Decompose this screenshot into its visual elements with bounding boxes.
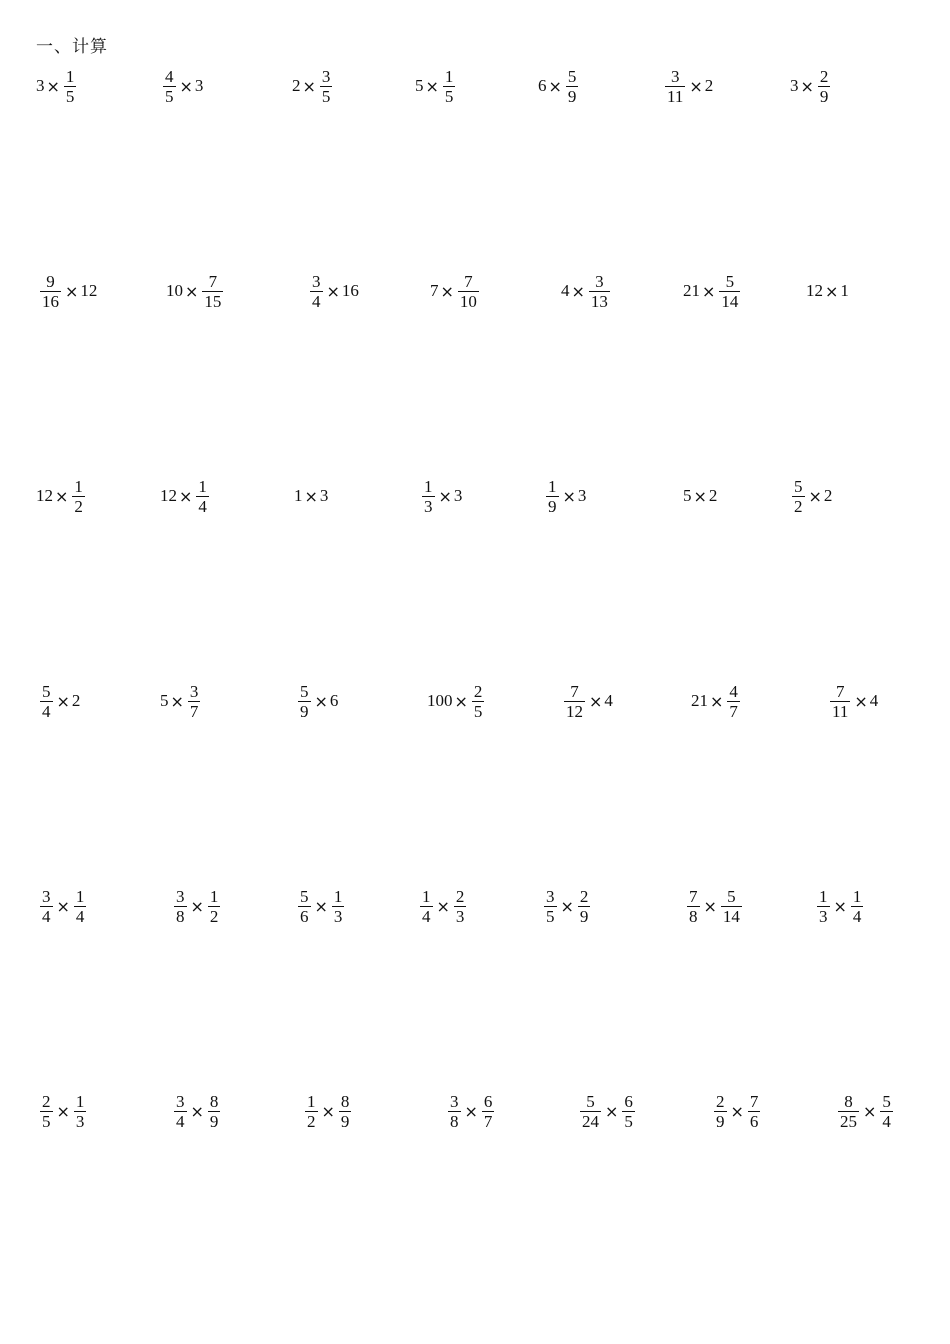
integer: 2 (292, 76, 301, 95)
fraction (443, 67, 456, 106)
fraction (174, 1092, 187, 1131)
fraction (40, 1092, 53, 1131)
fraction-denominator: 9 (819, 86, 829, 106)
fraction-denominator: 4 (312, 291, 321, 311)
fraction-numerator: 7 (835, 681, 845, 701)
fraction-numerator: 9 (46, 271, 55, 291)
fraction-numerator: 5 (42, 681, 51, 701)
fraction-denominator: 5 (65, 86, 75, 106)
integer: 2 (704, 76, 714, 95)
problem (578, 1086, 637, 1136)
fraction (727, 682, 740, 721)
fraction-denominator: 11 (667, 86, 684, 106)
fraction-numerator: 1 (424, 476, 433, 496)
fraction (482, 1092, 495, 1131)
fraction-denominator: 5 (444, 86, 454, 106)
multiply-sign: × (179, 486, 193, 506)
problem (160, 676, 202, 726)
fraction (880, 1092, 893, 1131)
fraction (578, 887, 591, 926)
problem (36, 61, 78, 111)
integer: 2 (823, 486, 833, 505)
problem (172, 881, 222, 931)
problem (420, 471, 462, 521)
fraction (420, 887, 433, 926)
fraction-numerator: 1 (852, 886, 862, 906)
fraction-numerator: 5 (300, 886, 309, 906)
fraction-denominator: 4 (176, 1111, 185, 1131)
fraction-numerator: 5 (882, 1091, 891, 1111)
fraction-numerator: 1 (422, 886, 431, 906)
multiply-sign: × (55, 486, 69, 506)
fraction-denominator: 8 (450, 1111, 459, 1131)
fraction-denominator: 9 (579, 906, 589, 926)
problem (815, 881, 865, 931)
fraction (564, 682, 585, 721)
fraction-denominator: 4 (75, 906, 85, 926)
fraction (851, 887, 864, 926)
integer: 12 (806, 281, 823, 300)
fraction (580, 1092, 601, 1131)
multiply-sign: × (321, 1101, 335, 1121)
fraction-denominator: 9 (340, 1111, 350, 1131)
multiply-sign: × (185, 281, 199, 301)
fraction-numerator: 6 (483, 1091, 493, 1111)
fraction-numerator: 1 (209, 886, 219, 906)
fraction (687, 887, 700, 926)
fraction-denominator: 4 (852, 906, 862, 926)
problem (166, 266, 225, 316)
fraction-denominator: 9 (716, 1111, 725, 1131)
fraction (721, 887, 742, 926)
integer: 2 (708, 486, 718, 505)
integer: 100 (427, 691, 453, 710)
integer: 4 (561, 281, 570, 300)
fraction-denominator: 9 (209, 1111, 219, 1131)
problem (562, 676, 613, 726)
multiply-sign: × (800, 76, 814, 96)
fraction-numerator: 5 (725, 271, 735, 291)
fraction (818, 67, 831, 106)
fraction-numerator: 1 (198, 476, 207, 496)
fraction-numerator: 3 (321, 66, 331, 86)
integer: 12 (160, 486, 177, 505)
fraction (40, 887, 53, 926)
fraction (298, 887, 311, 926)
fraction-numerator: 6 (624, 1091, 633, 1111)
fraction-denominator: 6 (749, 1111, 759, 1131)
integer: 3 (319, 486, 329, 505)
fraction-denominator: 4 (882, 1111, 891, 1131)
fraction-numerator: 1 (75, 1091, 85, 1111)
fraction-numerator: 5 (567, 66, 577, 86)
fraction-numerator: 3 (42, 886, 51, 906)
fraction (64, 67, 77, 106)
fraction-numerator: 3 (670, 66, 680, 86)
fraction (714, 1092, 727, 1131)
multiply-sign: × (190, 1101, 204, 1121)
fraction-denominator: 3 (75, 1111, 85, 1131)
fraction-numerator: 3 (595, 271, 604, 291)
fraction (665, 67, 685, 106)
integer: 4 (604, 691, 613, 710)
problem (430, 266, 481, 316)
fraction-denominator: 5 (42, 1111, 51, 1131)
fraction (838, 1092, 859, 1131)
multiply-sign: × (605, 1101, 619, 1121)
fraction (454, 887, 467, 926)
fraction (792, 477, 805, 516)
fraction (544, 887, 557, 926)
multiply-sign: × (314, 691, 328, 711)
fraction-denominator: 5 (546, 906, 555, 926)
fraction (332, 887, 345, 926)
multiply-sign: × (825, 281, 839, 301)
fraction (448, 1092, 461, 1131)
problem (790, 61, 832, 111)
integer: 6 (538, 76, 547, 95)
fraction (208, 1092, 221, 1131)
fraction-denominator: 14 (721, 291, 739, 311)
fraction-denominator: 10 (459, 291, 477, 311)
fraction-denominator: 6 (300, 906, 309, 926)
integer: 3 (577, 486, 587, 505)
multiply-sign: × (56, 691, 70, 711)
problem (836, 1086, 895, 1136)
fraction-denominator: 8 (689, 906, 698, 926)
multiply-sign: × (302, 76, 316, 96)
fraction (163, 67, 176, 106)
problem (828, 676, 878, 726)
fraction-numerator: 7 (749, 1091, 759, 1111)
problem (160, 471, 211, 521)
integer: 16 (341, 281, 359, 300)
multiply-sign: × (808, 486, 822, 506)
fraction-numerator: 5 (794, 476, 803, 496)
integer: 1 (840, 281, 849, 300)
integer: 1 (294, 486, 303, 505)
multiply-sign: × (56, 896, 70, 916)
fraction-numerator: 3 (546, 886, 555, 906)
integer: 2 (71, 691, 81, 710)
fraction-denominator: 3 (424, 496, 433, 516)
fraction-numerator: 7 (689, 886, 698, 906)
problem (38, 1086, 88, 1136)
problem (691, 676, 742, 726)
fraction-numerator: 8 (209, 1091, 219, 1111)
fraction-denominator: 4 (42, 906, 51, 926)
integer: 21 (683, 281, 700, 300)
fraction (339, 1092, 352, 1131)
multiply-sign: × (65, 281, 79, 301)
multiply-sign: × (46, 76, 60, 96)
fraction-denominator: 3 (455, 906, 465, 926)
integer: 21 (691, 691, 708, 710)
fraction (589, 272, 610, 311)
problem (561, 266, 612, 316)
multiply-sign: × (56, 1101, 70, 1121)
fraction (422, 477, 435, 516)
fraction-denominator: 9 (300, 701, 309, 721)
problem (544, 471, 586, 521)
problem (415, 61, 457, 111)
problem (427, 676, 486, 726)
multiply-sign: × (548, 76, 562, 96)
problem (683, 266, 742, 316)
fraction (40, 682, 53, 721)
fraction-numerator: 1 (307, 1091, 316, 1111)
fraction-numerator: 3 (312, 271, 321, 291)
fraction (320, 67, 333, 106)
fraction-numerator: 2 (579, 886, 589, 906)
fraction-denominator: 3 (819, 906, 828, 926)
fraction-denominator: 12 (566, 701, 583, 721)
fraction-numerator: 7 (464, 271, 473, 291)
problem (790, 471, 832, 521)
fraction-numerator: 5 (727, 886, 736, 906)
multiply-sign: × (436, 896, 450, 916)
fraction-denominator: 2 (794, 496, 803, 516)
fraction-denominator: 5 (165, 86, 174, 106)
integer: 3 (36, 76, 45, 95)
problem (161, 61, 203, 111)
fraction-numerator: 3 (176, 1091, 185, 1111)
fraction-numerator: 2 (819, 66, 829, 86)
fraction-numerator: 2 (42, 1091, 51, 1111)
fraction (40, 272, 61, 311)
problem (538, 61, 580, 111)
problem (446, 1086, 496, 1136)
fraction-denominator: 13 (590, 291, 608, 311)
problem (712, 1086, 762, 1136)
multiply-sign: × (440, 281, 454, 301)
fraction-denominator: 25 (840, 1111, 857, 1131)
fraction-numerator: 1 (74, 476, 83, 496)
fraction (74, 1092, 87, 1131)
fraction-numerator: 8 (844, 1091, 853, 1111)
problem (296, 676, 338, 726)
fraction (202, 272, 223, 311)
integer: 5 (415, 76, 424, 95)
multiply-sign: × (304, 486, 318, 506)
multiply-sign: × (710, 691, 724, 711)
multiply-sign: × (689, 76, 703, 96)
fraction-numerator: 3 (189, 681, 199, 701)
multiply-sign: × (854, 691, 868, 711)
multiply-sign: × (438, 486, 452, 506)
fraction-denominator: 2 (74, 496, 83, 516)
multiply-sign: × (560, 896, 574, 916)
integer: 12 (36, 486, 53, 505)
multiply-sign: × (464, 1101, 478, 1121)
fraction-numerator: 1 (819, 886, 828, 906)
fraction-numerator: 1 (65, 66, 75, 86)
multiply-sign: × (326, 281, 340, 301)
fraction (817, 887, 830, 926)
fraction-numerator: 4 (729, 681, 738, 701)
fraction-numerator: 5 (586, 1091, 595, 1111)
problem (683, 471, 717, 521)
multiply-sign: × (589, 691, 603, 711)
fraction-denominator: 4 (422, 906, 431, 926)
multiply-sign: × (454, 691, 468, 711)
integer: 5 (160, 691, 169, 710)
fraction-numerator: 5 (300, 681, 309, 701)
fraction-numerator: 2 (473, 681, 483, 701)
problem (542, 881, 592, 931)
problem (292, 61, 334, 111)
problem (36, 471, 87, 521)
integer: 6 (329, 691, 339, 710)
fraction-denominator: 4 (42, 701, 51, 721)
fraction-denominator: 2 (307, 1111, 316, 1131)
fraction (188, 682, 201, 721)
fraction (310, 272, 323, 311)
integer: 3 (790, 76, 799, 95)
problem (663, 61, 713, 111)
fraction (566, 67, 579, 106)
multiply-sign: × (190, 896, 204, 916)
multiply-sign: × (703, 896, 717, 916)
fraction-denominator: 8 (176, 906, 185, 926)
problem (172, 1086, 222, 1136)
multiply-sign: × (863, 1101, 877, 1121)
fraction-numerator: 8 (340, 1091, 350, 1111)
fraction (208, 887, 221, 926)
fraction-numerator: 2 (455, 886, 465, 906)
fraction-numerator: 7 (208, 271, 218, 291)
problem (308, 266, 359, 316)
problem (38, 266, 97, 316)
multiply-sign: × (730, 1101, 744, 1121)
fraction (298, 682, 311, 721)
fraction (74, 887, 87, 926)
problem (303, 1086, 353, 1136)
multiply-sign: × (562, 486, 576, 506)
fraction (830, 682, 850, 721)
fraction-denominator: 4 (198, 496, 207, 516)
fraction-numerator: 3 (450, 1091, 459, 1111)
fraction-numerator: 1 (444, 66, 454, 86)
fraction-denominator: 3 (333, 906, 343, 926)
fraction-denominator: 9 (567, 86, 577, 106)
fraction-numerator: 1 (548, 476, 557, 496)
multiply-sign: × (693, 486, 707, 506)
problem (294, 471, 328, 521)
fraction-denominator: 16 (42, 291, 59, 311)
fraction (305, 1092, 318, 1131)
fraction-denominator: 9 (548, 496, 557, 516)
integer: 12 (80, 281, 98, 300)
fraction-denominator: 7 (729, 701, 738, 721)
fraction (546, 477, 559, 516)
fraction-denominator: 24 (582, 1111, 599, 1131)
fraction (174, 887, 187, 926)
multiply-sign: × (833, 896, 847, 916)
fraction (472, 682, 485, 721)
fraction-numerator: 1 (75, 886, 85, 906)
fraction-numerator: 1 (333, 886, 343, 906)
fraction-numerator: 4 (165, 66, 174, 86)
problem (685, 881, 744, 931)
problem (806, 266, 849, 316)
multiply-sign: × (170, 691, 184, 711)
fraction-numerator: 2 (716, 1091, 725, 1111)
integer: 5 (683, 486, 692, 505)
fraction-denominator: 11 (832, 701, 849, 721)
integer: 3 (453, 486, 463, 505)
multiply-sign: × (179, 76, 193, 96)
fraction (748, 1092, 761, 1131)
multiply-sign: × (702, 281, 716, 301)
fraction-numerator: 3 (176, 886, 185, 906)
problem (38, 676, 80, 726)
integer: 7 (430, 281, 439, 300)
fraction (196, 477, 209, 516)
section-title: 一、计算 (36, 37, 108, 57)
fraction-denominator: 5 (473, 701, 483, 721)
fraction-denominator: 7 (189, 701, 199, 721)
fraction-denominator: 15 (204, 291, 222, 311)
fraction (622, 1092, 635, 1131)
fraction-denominator: 7 (483, 1111, 493, 1131)
fraction (719, 272, 740, 311)
problem (418, 881, 468, 931)
fraction-numerator: 7 (570, 681, 579, 701)
fraction-denominator: 5 (321, 86, 331, 106)
fraction (458, 272, 479, 311)
multiply-sign: × (425, 76, 439, 96)
multiply-sign: × (571, 281, 585, 301)
fraction (72, 477, 85, 516)
fraction-denominator: 2 (209, 906, 219, 926)
integer: 10 (166, 281, 183, 300)
fraction-denominator: 5 (624, 1111, 633, 1131)
problem (38, 881, 88, 931)
integer: 3 (194, 76, 204, 95)
problem (296, 881, 346, 931)
integer: 4 (869, 691, 879, 710)
multiply-sign: × (314, 896, 328, 916)
fraction-denominator: 14 (722, 906, 740, 926)
